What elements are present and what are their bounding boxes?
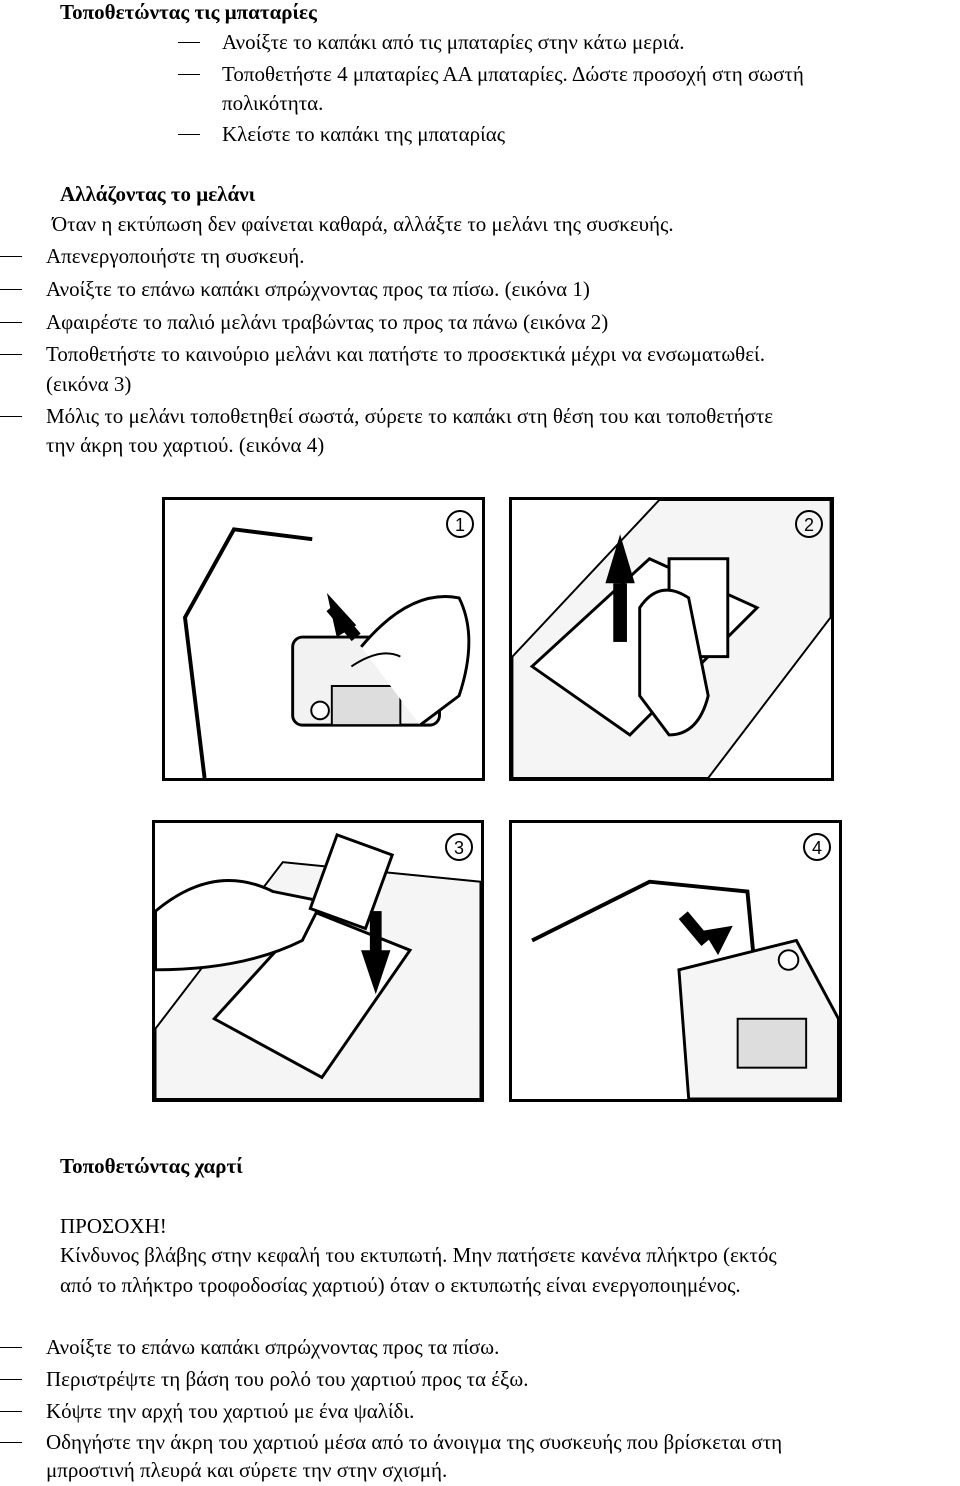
list-dash [0,354,22,355]
figure-number-badge: 1 [446,510,474,538]
figure-number-badge: 2 [795,510,823,538]
list-dash [0,1411,22,1412]
list-dash [0,1379,22,1380]
ink-step-5: Μόλις το μελάνι τοποθετηθεί σωστά, σύρετε το καπάκι στη θέση του και τοποθετήστε [46,404,774,428]
battery-step-1: Ανοίξτε το καπάκι από τις μπαταρίες στην κάτω μεριά. [222,30,685,54]
ink-step-5-continued: την άκρη του χαρτιού. (εικόνα 4) [46,433,325,457]
batteries-heading: Τοποθετώντας τις μπαταρίες [60,0,317,24]
ink-heading: Αλλάζοντας το μελάνι [60,182,256,206]
figure-2-illustration [512,500,831,778]
figure-1-open-cover [162,497,485,781]
paper-step-3: Κόψτε την αρχή του χαρτιού με ένα ψαλίδι. [46,1399,415,1423]
ink-step-4: Τοποθετήστε το καινούριο μελάνι και πατήστε το προσεκτικά μέχρι να ενσωματωθεί. [46,342,765,366]
list-dash [0,1442,22,1443]
list-dash [0,416,22,417]
figure-2-remove-ink [509,497,834,781]
warning-title: ΠΡΟΣΟΧΗ! [60,1214,167,1238]
ink-step-3: Αφαιρέστε το παλιό μελάνι τραβώντας το προς τα πάνω (εικόνα 2) [46,310,609,334]
figure-4-close-cover [509,820,842,1102]
list-dash [178,134,200,135]
ink-step-2: Ανοίξτε το επάνω καπάκι σπρώχνοντας προς τα πίσω. (εικόνα 1) [46,277,590,301]
figure-number-badge: 3 [445,833,473,861]
figure-1-illustration [165,500,482,778]
paper-step-4-continued: μπροστινή πλευρά και σύρετε την στην σχισμή. [46,1458,448,1482]
battery-step-2: Τοποθετήστε 4 μπαταρίες ΑΑ μπαταρίες. Δώστε προσοχή στη σωστή [222,62,804,86]
list-dash [0,322,22,323]
paper-step-2: Περιστρέψτε τη βάση του ρολό του χαρτιού προς τα έξω. [46,1367,529,1391]
list-dash [178,74,200,75]
list-dash [0,1347,22,1348]
battery-step-3: Κλείστε το καπάκι της μπαταρίας [222,122,506,146]
figure-number-badge: 4 [803,833,831,861]
list-dash [0,289,22,290]
figure-3-illustration [155,823,481,1099]
ink-intro: Όταν η εκτύπωση δεν φαίνεται καθαρά, αλλάξτε το μελάνι της συσκευής. [52,212,674,236]
paper-step-4: Οδηγήστε την άκρη του χαρτιού μέσα από το άνοιγμα της συσκευής που βρίσκεται στη [46,1430,783,1454]
warning-line-2: από το πλήκτρο τροφοδοσίας χαρτιού) όταν ο εκτυπωτής είναι ενεργοποιημένος. [60,1273,741,1297]
figure-3-insert-ink [152,820,484,1102]
battery-step-2-continued: πολικότητα. [222,91,324,115]
paper-heading: Τοποθετώντας χαρτί [60,1154,243,1178]
ink-step-4-continued: (εικόνα 3) [46,372,132,396]
figure-4-illustration [512,823,839,1099]
warning-line-1: Κίνδυνος βλάβης στην κεφαλή του εκτυπωτή. Μην πατήσετε κανένα πλήκτρο (εκτός [60,1243,777,1267]
ink-step-1: Απενεργοποιήστε τη συσκευή. [46,244,305,268]
list-dash [178,42,200,43]
paper-step-1: Ανοίξτε το επάνω καπάκι σπρώχνοντας προς τα πίσω. [46,1335,500,1359]
list-dash [0,256,22,257]
